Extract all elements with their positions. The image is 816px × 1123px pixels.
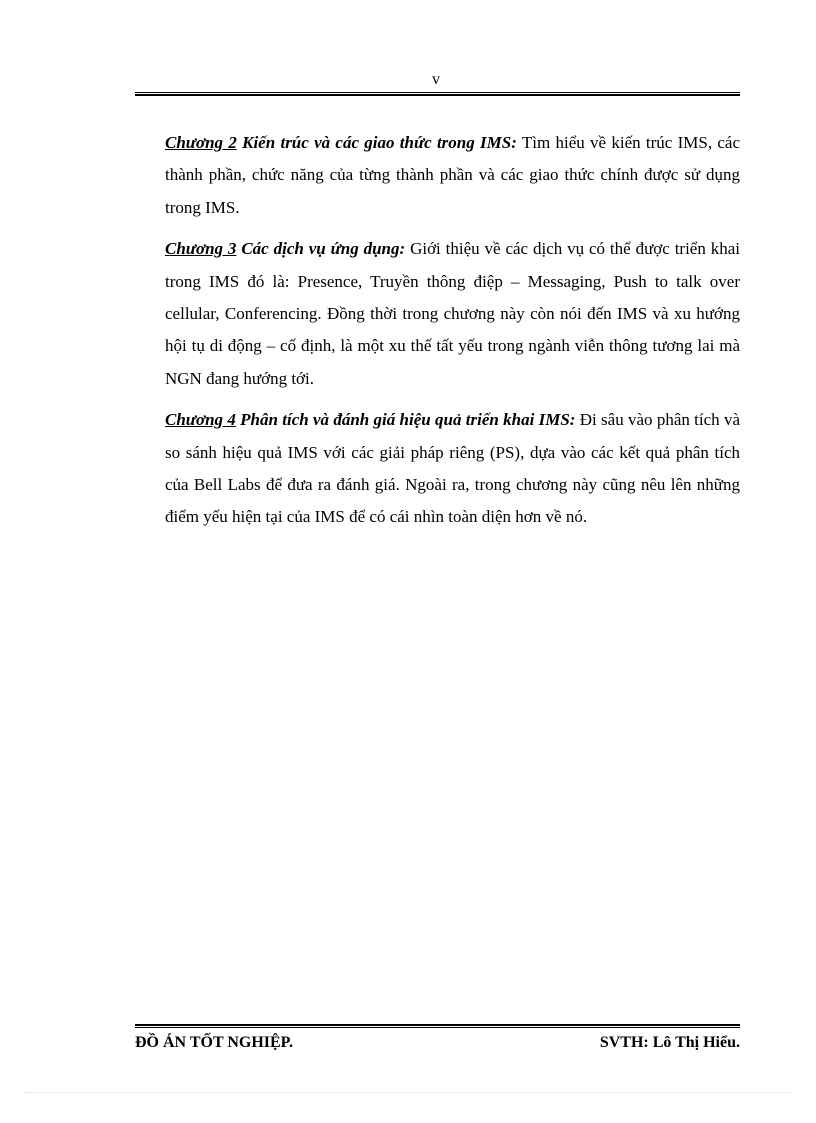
student-name: SVTH: Lô Thị Hiểu. [599,1034,740,1051]
chapter-3-paragraph [165,233,740,395]
chapter-title: Kiến trúc và các giao thức trong IMS: [242,133,517,152]
chapter-description: Đi sâu vào phân tích và so sánh hiệu quả IMS với các giải pháp riêng (PS), dựa vào các kết quả phân tích của Bell Labs để đưa ra đánh giá. Ngoài ra, trong chương này cũng nêu lên những điểm yếu hiện tại của IMS để có cái nhìn toàn diện hơn về nó. [165,410,741,527]
chapter-description: Tìm hiểu về kiến trúc IMS, các thành phần, chức năng của từng thành phần và các giao thức chính được sử dụng trong IMS. [165,133,741,217]
chapter-label: Chương 3 [165,239,237,259]
chapter-title: Các dịch vụ ứng dụng: [241,239,406,259]
thesis-label: ĐỒ ÁN TỐT NGHIỆP. [135,1034,293,1051]
page-body [165,127,740,543]
header-rule [135,92,740,96]
page-edge-divider [24,1092,790,1093]
chapter-2-paragraph [165,127,740,224]
chapter-label: Chương 2 [165,133,237,152]
chapter-description: Giới thiệu về các dịch vụ có thể được triển khai trong IMS đó là: Presence, Truyền thông điệp – Messaging, Push to talk over cellular, Conferencing. Đồng thời trong chương này còn nói đến IMS và xu hướng hội tụ di động – cố định, là một xu thế tất yếu trong ngành viễn thông tương lai mà NGN đang hướng tới. [165,239,741,388]
page-number: v [432,71,440,88]
chapter-4-paragraph [165,404,740,534]
chapter-label: Chương 4 [165,410,236,430]
footer-rule [135,1024,740,1028]
chapter-title: Phân tích và đánh giá hiệu quả triển khai IMS: [240,410,576,430]
